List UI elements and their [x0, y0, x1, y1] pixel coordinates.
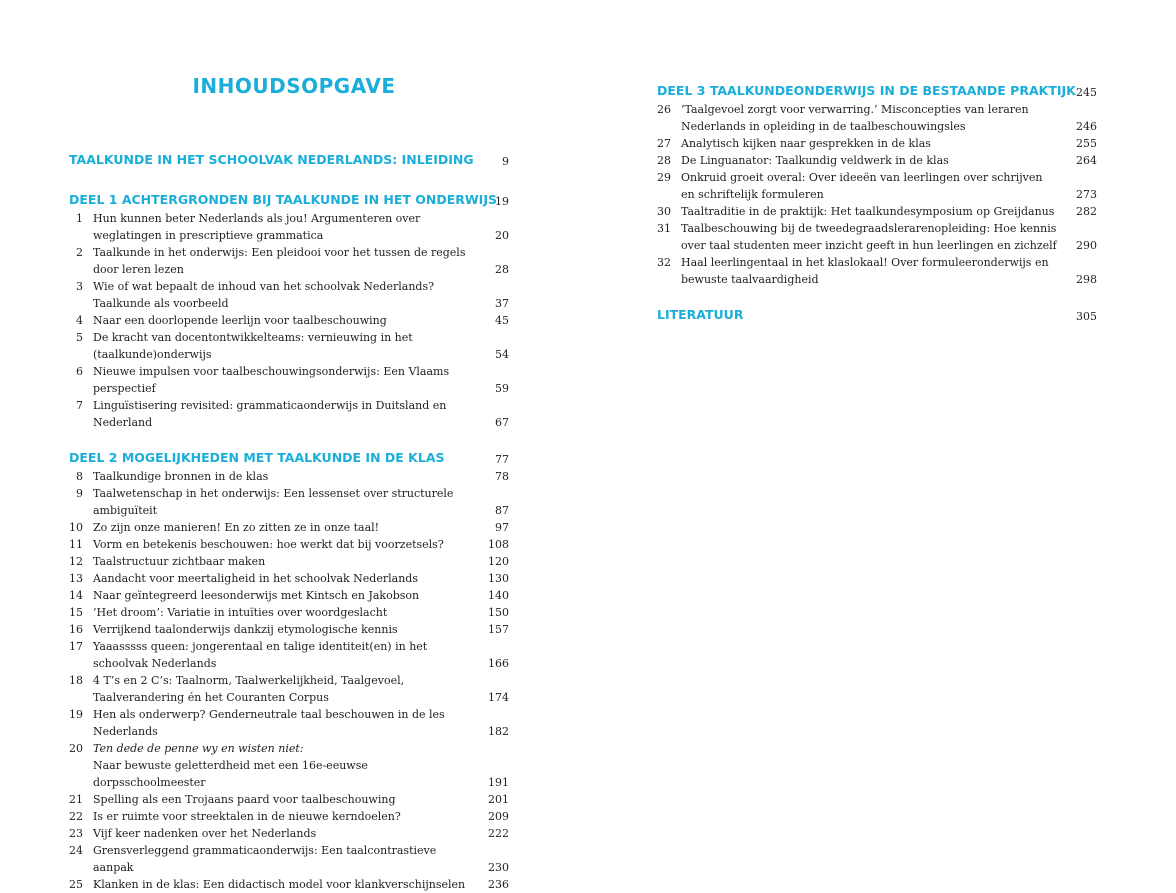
toc-column-right [657, 81, 1097, 325]
toc-entry[interactable] [69, 553, 509, 570]
deel-2-entries [69, 468, 509, 893]
toc-entry[interactable] [657, 203, 1097, 220]
page-number: 67 [495, 416, 509, 429]
entry-title: Naar een doorlopende leerlijn voor taalbeschouwing [93, 314, 387, 327]
entry-title: Vorm en betekenis beschouwen: hoe werkt dat bij voorzetsels? [93, 538, 444, 551]
page-number: 222 [488, 827, 509, 840]
page-number: 19 [495, 195, 509, 208]
toc-column-left [69, 150, 509, 893]
section-heading-deel-3[interactable] [657, 81, 1097, 101]
entry-title: Grensverleggend grammaticaonderwijs: Een taalcontrastieve aanpak [93, 844, 437, 874]
entry-number: 28 [657, 154, 671, 167]
page-number: 28 [495, 263, 509, 276]
entry-number: 3 [76, 280, 83, 293]
page-number: 87 [495, 504, 509, 517]
page-number: 166 [488, 657, 509, 670]
toc-entry[interactable] [69, 587, 509, 604]
page-number: 9 [502, 155, 509, 168]
toc-entry[interactable] [69, 468, 509, 485]
entry-number: 30 [657, 205, 671, 218]
page-number: 37 [495, 297, 509, 310]
page-number: 290 [1076, 239, 1097, 252]
entry-title: Aandacht voor meertaligheid in het schoolvak Nederlands [93, 572, 418, 585]
entry-number: 6 [76, 365, 83, 378]
toc-entry[interactable] [69, 740, 509, 791]
toc-entry[interactable] [69, 842, 509, 876]
entry-title: Verrijkend taalonderwijs dankzij etymologische kennis [93, 623, 398, 636]
toc-entry[interactable] [657, 135, 1097, 152]
entry-number: 11 [69, 538, 83, 551]
page-number: 77 [495, 453, 509, 466]
toc-entry[interactable] [657, 220, 1097, 254]
entry-number: 29 [657, 171, 671, 184]
toc-entry[interactable] [69, 397, 509, 431]
page-number: 191 [488, 776, 509, 789]
deel-3-entries [657, 101, 1097, 288]
toc-entry[interactable] [69, 519, 509, 536]
entry-title: 4 T’s en 2 C’s: Taalnorm, Taalwerkelijkheid, Taalgevoel, Taalverandering én het Couranten Corpus [93, 674, 405, 704]
toc-entry[interactable] [69, 808, 509, 825]
entry-number: 12 [69, 555, 83, 568]
page-number: 157 [488, 623, 509, 636]
page-number: 140 [488, 589, 509, 602]
page-number: 174 [488, 691, 509, 704]
section-heading-literatuur[interactable] [657, 305, 1097, 325]
entry-title: Haal leerlingentaal in het klaslokaal! Over formuleeronderwijs en bewuste taalvaardigheid [681, 256, 1049, 286]
page-number: 150 [488, 606, 509, 619]
toc-entry[interactable] [69, 621, 509, 638]
entry-number: 5 [76, 331, 83, 344]
page-number: 273 [1076, 188, 1097, 201]
entry-title: Naar geïntegreerd leesonderwijs met Kintsch en Jakobson [93, 589, 420, 602]
entry-number: 7 [76, 399, 83, 412]
entry-number: 20 [69, 742, 83, 755]
entry-title: Onkruid groeit overal: Over ideeën van leerlingen over schrijven en schriftelijk formuleren [681, 171, 1043, 201]
entry-title: ‘Het droom’: Variatie in intuïties over woordgeslacht [93, 606, 388, 619]
entry-title: Spelling als een Trojaans paard voor taalbeschouwing [93, 793, 396, 806]
entry-title: Taalkunde in het onderwijs: Een pleidooi voor het tussen de regels door leren lezen [93, 246, 466, 276]
page-number: 120 [488, 555, 509, 568]
entry-number: 10 [69, 521, 83, 534]
entry-number: 15 [69, 606, 83, 619]
toc-entry[interactable] [69, 536, 509, 553]
page-number: 305 [1076, 310, 1097, 323]
entry-number: 26 [657, 103, 671, 116]
page-number: 182 [488, 725, 509, 738]
page-number: 59 [495, 382, 509, 395]
toc-entry[interactable] [69, 791, 509, 808]
section-title: LITERATUUR [657, 307, 744, 322]
entry-number: 9 [76, 487, 83, 500]
entry-number: 25 [69, 878, 83, 891]
entry-title: Analytisch kijken naar gesprekken in de klas [681, 137, 931, 150]
entry-number: 14 [69, 589, 83, 602]
left-page [0, 0, 588, 891]
entry-title: De Linguanator: Taalkundig veldwerk in de klas [681, 154, 949, 167]
entry-title: Zo zijn onze manieren! En zo zitten ze in onze taal! [93, 521, 380, 534]
entry-title: Linguïstisering revisited: grammaticaonderwijs in Duitsland en Nederland [93, 399, 447, 429]
section-title: DEEL 3 TAALKUNDEONDERWIJS IN DE BESTAANDE PRAKTIJK [657, 83, 1076, 98]
entry-title: Taalbeschouwing bij de tweedegraadslerarenopleiding: Hoe kennis over taal studenten meer inzicht geeft in hun leerlingen en zichzelf [681, 222, 1057, 252]
section-heading-intro[interactable] [69, 150, 509, 170]
toc-entry[interactable] [657, 169, 1097, 203]
toc-entry[interactable] [657, 254, 1097, 288]
page-number: 130 [488, 572, 509, 585]
right-page [588, 0, 1176, 830]
entry-number: 23 [69, 827, 83, 840]
entry-number: 16 [69, 623, 83, 636]
page-number: 298 [1076, 273, 1097, 286]
toc-entry[interactable] [657, 101, 1097, 135]
entry-number: 24 [69, 844, 83, 857]
page-number: 282 [1076, 205, 1097, 218]
entry-title: Wie of wat bepaalt de inhoud van het schoolvak Nederlands? Taalkunde als voorbeeld [93, 280, 434, 310]
entry-title: ‘Taalgevoel zorgt voor verwarring.’ Misconcepties van leraren Nederlands in opleiding in de taalbeschouwingsles [681, 103, 1029, 133]
entry-title: Hen als onderwerp? Genderneutrale taal beschouwen in de les Nederlands [93, 708, 445, 738]
deel-1-entries [69, 210, 509, 431]
page-number: 264 [1076, 154, 1097, 167]
toc-entry[interactable] [69, 329, 509, 363]
toc-entry[interactable] [69, 825, 509, 842]
page-number: 236 [488, 878, 509, 891]
entry-number: 32 [657, 256, 671, 269]
page-number: 246 [1076, 120, 1097, 133]
entry-number: 19 [69, 708, 83, 721]
entry-title: Taalstructuur zichtbaar maken [93, 555, 266, 568]
page-number: 97 [495, 521, 509, 534]
entry-number: 4 [76, 314, 83, 327]
section-heading-deel-1[interactable] [69, 190, 509, 210]
page-number: 245 [1076, 86, 1097, 99]
toc-entry[interactable] [69, 604, 509, 621]
entry-title: Hun kunnen beter Nederlands als jou! Argumenteren over weglatingen in prescriptieve grammatica [93, 212, 421, 242]
page-number: 230 [488, 861, 509, 874]
toc-entry[interactable] [69, 278, 509, 312]
entry-title: Is er ruimte voor streektalen in de nieuwe kerndoelen? [93, 810, 401, 823]
toc-entry[interactable] [69, 570, 509, 587]
toc-entry[interactable] [69, 672, 509, 706]
entry-number: 1 [76, 212, 83, 225]
entry-number: 17 [69, 640, 83, 653]
page-title: INHOUDSOPGAVE [192, 74, 396, 98]
page-number: 54 [495, 348, 509, 361]
entry-title: Vijf keer nadenken over het Nederlands [93, 827, 317, 840]
entry-title: Taalkundige bronnen in de klas [93, 470, 269, 483]
toc-entry[interactable] [69, 312, 509, 329]
page-number: 20 [495, 229, 509, 242]
section-title: DEEL 1 ACHTERGRONDEN BIJ TAALKUNDE IN HET ONDERWIJS [69, 192, 497, 207]
page-number: 108 [488, 538, 509, 551]
section-title: TAALKUNDE IN HET SCHOOLVAK NEDERLANDS: INLEIDING [69, 152, 474, 167]
entry-title: Yaaasssss queen: jongerentaal en talige identiteit(en) in het schoolvak Nederlands [93, 640, 428, 670]
toc-entry[interactable] [69, 706, 509, 740]
entry-title-italic: Ten dede de penne wy en wisten niet: [93, 742, 304, 755]
section-title: DEEL 2 MOGELIJKHEDEN MET TAALKUNDE IN DE KLAS [69, 450, 445, 465]
page-number: 78 [495, 470, 509, 483]
section-heading-deel-2[interactable] [69, 448, 509, 468]
toc-entry[interactable] [69, 244, 509, 278]
entry-title: Naar bewuste geletterdheid met een 16e-eeuwse dorpsschoolmeester [93, 759, 368, 789]
entry-title: Klanken in de klas: Een didactisch model voor klankverschijnselen [93, 878, 466, 891]
toc-entry[interactable] [69, 485, 509, 519]
page-number: 255 [1076, 137, 1097, 150]
entry-title: Nieuwe impulsen voor taalbeschouwingsonderwijs: Een Vlaams perspectief [93, 365, 450, 395]
toc-entry[interactable] [69, 210, 509, 244]
entry-title: Taalwetenschap in het onderwijs: Een lessenset over structurele ambiguïteit [93, 487, 454, 517]
toc-entry[interactable] [69, 363, 509, 397]
entry-number: 31 [657, 222, 671, 235]
toc-entry[interactable] [69, 638, 509, 672]
entry-number: 22 [69, 810, 83, 823]
entry-title: De kracht van docentontwikkelteams: vernieuwing in het (taalkunde)onderwijs [93, 331, 413, 361]
page-number: 209 [488, 810, 509, 823]
entry-number: 13 [69, 572, 83, 585]
entry-number: 2 [76, 246, 83, 259]
entry-number: 8 [76, 470, 83, 483]
toc-entry[interactable] [69, 876, 509, 893]
entry-number: 21 [69, 793, 83, 806]
page-number: 45 [495, 314, 509, 327]
entry-number: 27 [657, 137, 671, 150]
toc-entry[interactable] [657, 152, 1097, 169]
entry-number: 18 [69, 674, 83, 687]
entry-title: Taaltraditie in de praktijk: Het taalkundesymposium op Greijdanus [681, 205, 1055, 218]
page-number: 201 [488, 793, 509, 806]
